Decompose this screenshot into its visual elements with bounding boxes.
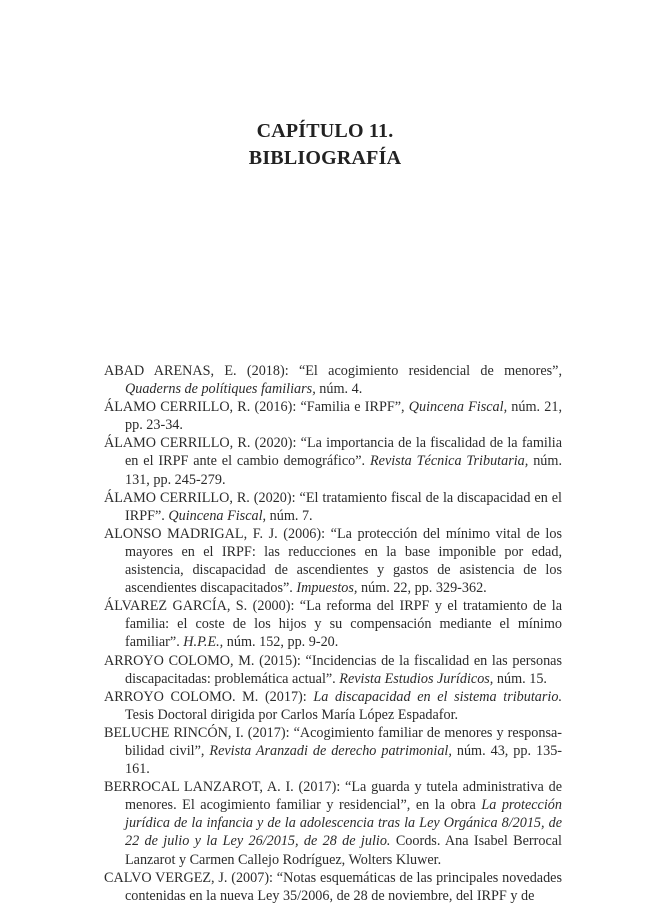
- entry-source: Quaderns de polítiques familiars,: [125, 381, 316, 398]
- entry-text: BERROCAL LANZAROT, A. I. (2017): “La guarda y tutela administrativa de menores. El acogimiento familiar y residencial”, en la obra: [104, 779, 562, 814]
- entry-text: CALVO VERGEZ, J. (2007): “Notas esquemáticas de las principales novedades contenidas en la nueva Ley 35/2006, de 28 de noviembre, del IRPF y de: [104, 869, 562, 904]
- bibliography-entry: [104, 398, 562, 434]
- entry-text: ÁLVAREZ GARCÍA, S. (2000): “La reforma del IRPF y el tratamiento de la familia: el coste de los hijos y su compensación mediante el mínimo familiar”.: [104, 598, 562, 651]
- entry-text: ÁLAMO CERRILLO, R. (2020): “El tratamiento fiscal de la discapacidad en el IRPF”.: [104, 489, 562, 524]
- bibliography-entry: [104, 597, 562, 651]
- bibliography-list: [104, 362, 562, 905]
- entry-details: núm. 43, pp. 135-161.: [125, 742, 563, 778]
- entry-source: H.P.E.,: [183, 634, 224, 651]
- entry-source: La discapacidad en el sistema tributario.: [313, 688, 562, 705]
- entry-source: Revista Estudios Jurídicos,: [339, 670, 494, 687]
- chapter-title: [0, 118, 650, 172]
- bibliography-entry: [104, 489, 562, 525]
- entry-source: Impuestos,: [296, 580, 358, 597]
- entry-source: La protección jurídica de la infancia y de la adolescencia tras la Ley Orgánica 8/2015, de 22 de julio y la Ley 26/2015, de 28 de julio.: [125, 797, 562, 850]
- bibliography-entry: [104, 778, 562, 868]
- entry-text: BELUCHE RINCÓN, I. (2017): “Acogimiento familiar de menores y responsabilidad civil”,: [104, 724, 562, 759]
- entry-details: núm. 7.: [266, 507, 313, 524]
- bibliography-entry: [104, 652, 562, 688]
- entry-text: ARROYO COLOMO, M. (2015): “Incidencias de la fiscalidad en las personas discapacitadas: problemática actual”.: [104, 652, 562, 687]
- entry-source: Quincena Fiscal,: [408, 399, 508, 416]
- bibliography-entry: [104, 525, 562, 597]
- entry-details: núm. 4.: [315, 381, 363, 398]
- entry-text: ABAD ARENAS, E. (2018): “El acogimiento residencial de menores”,: [104, 363, 562, 379]
- bibliography-entry: [104, 869, 562, 905]
- entry-text: ÁLAMO CERRILLO, R. (2020): “La importancia de la fiscalidad de la familia en el IRPF ante el cambio demográfico”.: [104, 435, 562, 470]
- entry-details: núm. 131, pp. 245-279.: [125, 453, 562, 488]
- bibliography-entry: [104, 688, 562, 724]
- entry-details: Tesis Doctoral dirigida por Carlos María López Espadafor.: [125, 706, 459, 723]
- bibliography-entry: [104, 434, 562, 488]
- entry-details: núm. 21, pp. 23-34.: [125, 399, 563, 434]
- bibliography-entry: [104, 724, 562, 778]
- chapter-heading: BIBLIOGRAFÍA: [248, 147, 402, 169]
- entry-source: Revista Aranzadi de derecho patrimonial,: [209, 742, 452, 759]
- entry-details: núm. 152, pp. 9-20.: [223, 634, 339, 651]
- entry-details: núm. 15.: [493, 670, 547, 687]
- entry-source: Revista Técnica Tributaria,: [369, 453, 529, 470]
- bibliography-entry: [104, 362, 562, 398]
- entry-details: Coords. Ana Isabel Berrocal Lanzarot y Carmen Callejo Rodríguez, Wolters Kluwer.: [125, 833, 562, 868]
- entry-source: Quincena Fiscal,: [168, 507, 267, 524]
- entry-text: ALONSO MADRIGAL, F. J. (2006): “La protección del mínimo vital de los mayores en el IRPF: las reducciones en la base imponible por edad, asistencia, discapacidad de ascendientes y gastos de asistencia de los ascendientes discapacitados”.: [104, 525, 562, 597]
- chapter-number: CAPÍTULO 11.: [256, 120, 394, 142]
- entry-text: ÁLAMO CERRILLO, R. (2016): “Familia e IRPF”,: [104, 399, 409, 416]
- entry-details: núm. 22, pp. 329-362.: [357, 580, 487, 597]
- entry-text: ARROYO COLOMO. M. (2017):: [104, 688, 314, 705]
